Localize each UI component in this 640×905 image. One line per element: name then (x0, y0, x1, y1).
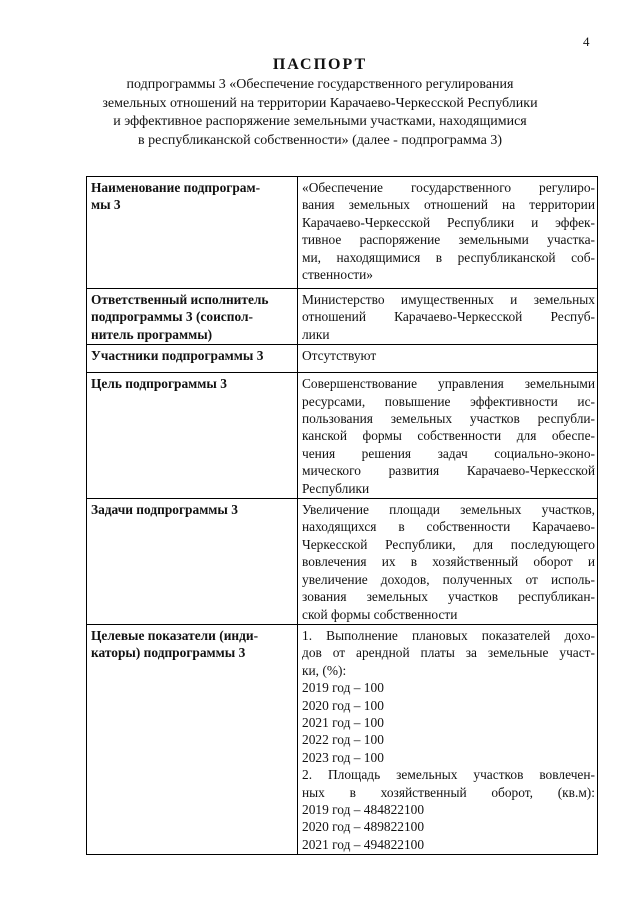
row-value-line: Отсутствуют (302, 348, 377, 364)
row-label-line: Участники подпрограммы 3 (91, 348, 264, 364)
row-value-line: зования земельных участков республикан- (302, 589, 595, 605)
table-row (87, 624, 598, 854)
subtitle-line: в республиканской собственности» (далее - подпрограмма 3) (138, 132, 502, 148)
row-value-line: мического развития Карачаево-Черкесской (302, 463, 595, 479)
row-value-line: 2019 год – 100 (302, 680, 384, 696)
row-value-line: 2020 год – 489822100 (302, 819, 425, 835)
row-value-line: находящихся в собственности Карачаево- (302, 519, 595, 535)
row-value (298, 177, 598, 289)
row-label-line: нитель программы) (91, 326, 213, 342)
row-value-line: канской формы собственности для обеспе- (302, 428, 595, 444)
passport-table (86, 176, 598, 855)
row-label-line: Цель подпрограммы 3 (91, 376, 227, 392)
row-value-line: 2021 год – 494822100 (302, 836, 425, 852)
row-value-line: 1. Выполнение плановых показателей дохо- (302, 627, 595, 643)
subtitle-line: подпрограммы 3 «Обеспечение государственного регулирования (126, 77, 514, 92)
row-value-line: Совершенствование управления земельными (302, 376, 595, 392)
row-value-line: Увеличение площади земельных участков, (302, 502, 595, 518)
row-label (87, 373, 298, 499)
row-value-line: увеличение доходов, полученных от исполь- (302, 571, 595, 587)
row-value-line: Министерство имущественных и земельных (302, 292, 595, 307)
row-value-line: вовлечения их в хозяйственный оборот и (302, 554, 595, 570)
row-label-line: каторы) подпрограммы 3 (91, 645, 246, 661)
row-label-line: Задачи подпрограммы 3 (91, 502, 238, 518)
subtitle-line: земельных отношений на территории Карачаево-Черкесской Республики (102, 95, 538, 111)
row-value-line: 2023 год – 100 (302, 749, 384, 765)
passport-table-body (87, 177, 598, 855)
table-row (87, 177, 598, 289)
row-value-line: тивное распоряжение земельными участка- (302, 232, 595, 248)
row-label (87, 177, 298, 289)
row-label-line: Целевые показатели (инди- (91, 627, 259, 643)
row-value-line: ственности» (302, 267, 374, 283)
row-value-line: Черкесской Республики, для последующего (302, 536, 595, 552)
table-row (87, 345, 598, 373)
row-value-line: «Обеспечение государственного регулиро- (302, 180, 595, 195)
row-value-line: Карачаево-Черкесской Республики и эффек- (302, 214, 595, 230)
row-value-line: лики (302, 326, 330, 342)
row-label (87, 289, 298, 345)
document-title: ПАСПОРТ (272, 56, 368, 73)
row-value-line: 2021 год – 100 (302, 714, 384, 730)
page-number: 4 (583, 34, 590, 49)
row-label-line: мы 3 (91, 197, 121, 213)
row-label (87, 624, 298, 854)
row-value-line: отношений Карачаево-Черкесской Респуб- (302, 309, 595, 325)
row-label-line: Наименование подпрограм- (91, 180, 261, 195)
row-value-line: пользования земельных участков республи- (302, 411, 595, 427)
row-value-line: Республики (302, 480, 370, 496)
row-value-line: чения решения задач социально-эконо- (302, 445, 595, 461)
row-value (298, 345, 598, 373)
row-label (87, 499, 298, 625)
row-value (298, 499, 598, 625)
row-value (298, 373, 598, 499)
row-value (298, 624, 598, 854)
row-label-line: Ответственный исполнитель (91, 292, 269, 307)
row-value-line: ресурсами, повышение эффективности ис- (302, 393, 595, 409)
table-row (87, 373, 598, 499)
subtitle-line: и эффективное распоряжение земельными участками, находящимися (113, 114, 527, 129)
row-value-line: ки, (%): (302, 662, 347, 678)
row-value-line: ской формы собственности (302, 606, 458, 622)
row-value-line: 2. Площадь земельных участков вовлечен- (302, 767, 595, 783)
row-label-line: подпрограммы 3 (соиспол- (91, 309, 253, 325)
row-value-line: 2019 год – 484822100 (302, 801, 425, 817)
table-row (87, 499, 598, 625)
row-value (298, 289, 598, 345)
row-value-line: 2020 год – 100 (302, 697, 384, 713)
row-value-line: 2022 год – 100 (302, 732, 384, 748)
row-value-line: ми, находящимися в республиканской соб- (302, 249, 595, 265)
row-value-line: ных в хозяйственный оборот, (кв.м): (302, 784, 595, 800)
row-value-line: вания земельных отношений на территории (302, 197, 595, 213)
row-value-line: дов от арендной платы за земельные участ- (302, 645, 595, 661)
table-row (87, 289, 598, 345)
document-subtitle (80, 76, 560, 150)
row-label (87, 345, 298, 373)
